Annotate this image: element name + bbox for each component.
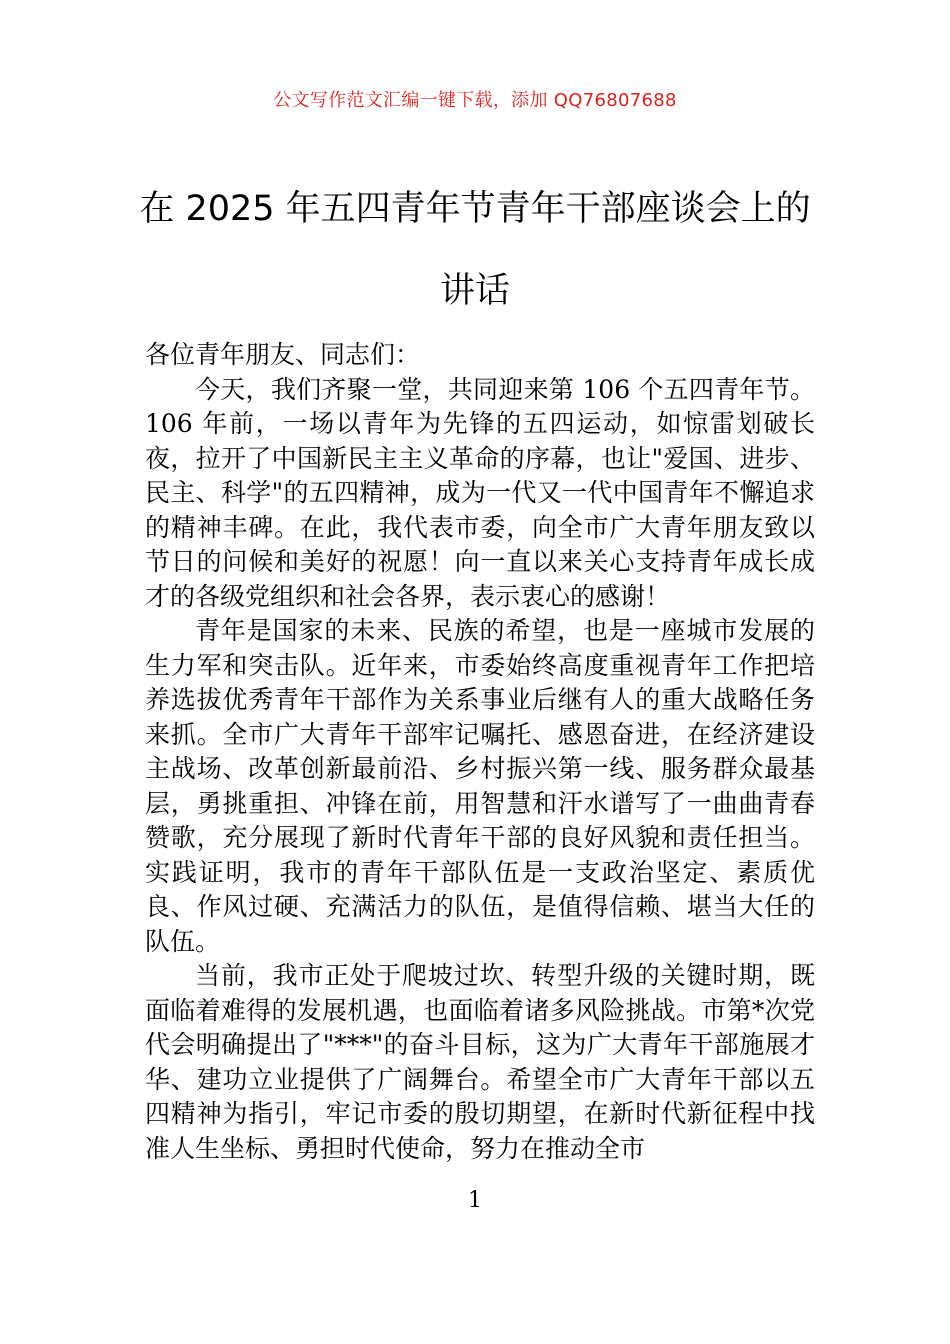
title-line-2: 讲话 [439, 271, 510, 311]
header-note: 公文写作范文汇编一键下载，添加 QQ76807688 [273, 90, 677, 111]
document-title [120, 168, 830, 332]
salutation: 各位青年朋友、同志们： [145, 340, 421, 369]
paragraph-2: 青年是国家的未来、民族的希望，也是一座城市发展的生力军和突击队。近年来，市委始终高度重视青年工作把培养选拔优秀青年干部作为关系事业后继有人的重大战略任务来抓。全市广大青年干部牢记嘱托、感恩奋进，在经济建设主战场、改革创新最前沿、乡村振兴第一线、服务群众最基层，勇挑重担、冲锋在前，用智慧和汗水谱写了一曲曲青春赞歌，充分展现了新时代青年干部的良好风貌和责任担当。实践证明，我市的青年干部队伍是一支政治坚定、素质优良、作风过硬、充满活力的队伍，是值得信赖、堪当大任的队伍。 [145, 616, 815, 956]
paragraph-1: 今天，我们齐聚一堂，共同迎来第 106 个五四青年节。106 年前，一场以青年为先锋的五四运动，如惊雷划破长夜，拉开了中国新民主主义革命的序幕，也让"爱国、进步、民主、科学"的五四精神，成为一代又一代中国青年不懈追求的精神丰碑。在此，我代表市委，向全市广大青年朋友致以节日的问候和美好的祝愿！向一直以来关心支持青年成长成才的各级党组织和社会各界，表示衷心的感谢！ [145, 374, 815, 611]
paragraph-3: 当前，我市正处于爬坡过坎、转型升级的关键时期，既面临着难得的发展机遇，也面临着诸多风险挑战。市第*次党代会明确提出了"***"的奋斗目标，这为广大青年干部施展才华、建功立业提供了广阔舞台。希望全市广大青年干部以五四精神为指引，牢记市委的殷切期望，在新时代新征程中找准人生坐标、勇担时代使命，努力在推动全市 [145, 961, 815, 1163]
title-line-1: 在 2025 年五四青年节青年干部座谈会上的 [139, 189, 811, 229]
document-body [145, 338, 815, 1166]
page-number: 1 [468, 1188, 482, 1213]
